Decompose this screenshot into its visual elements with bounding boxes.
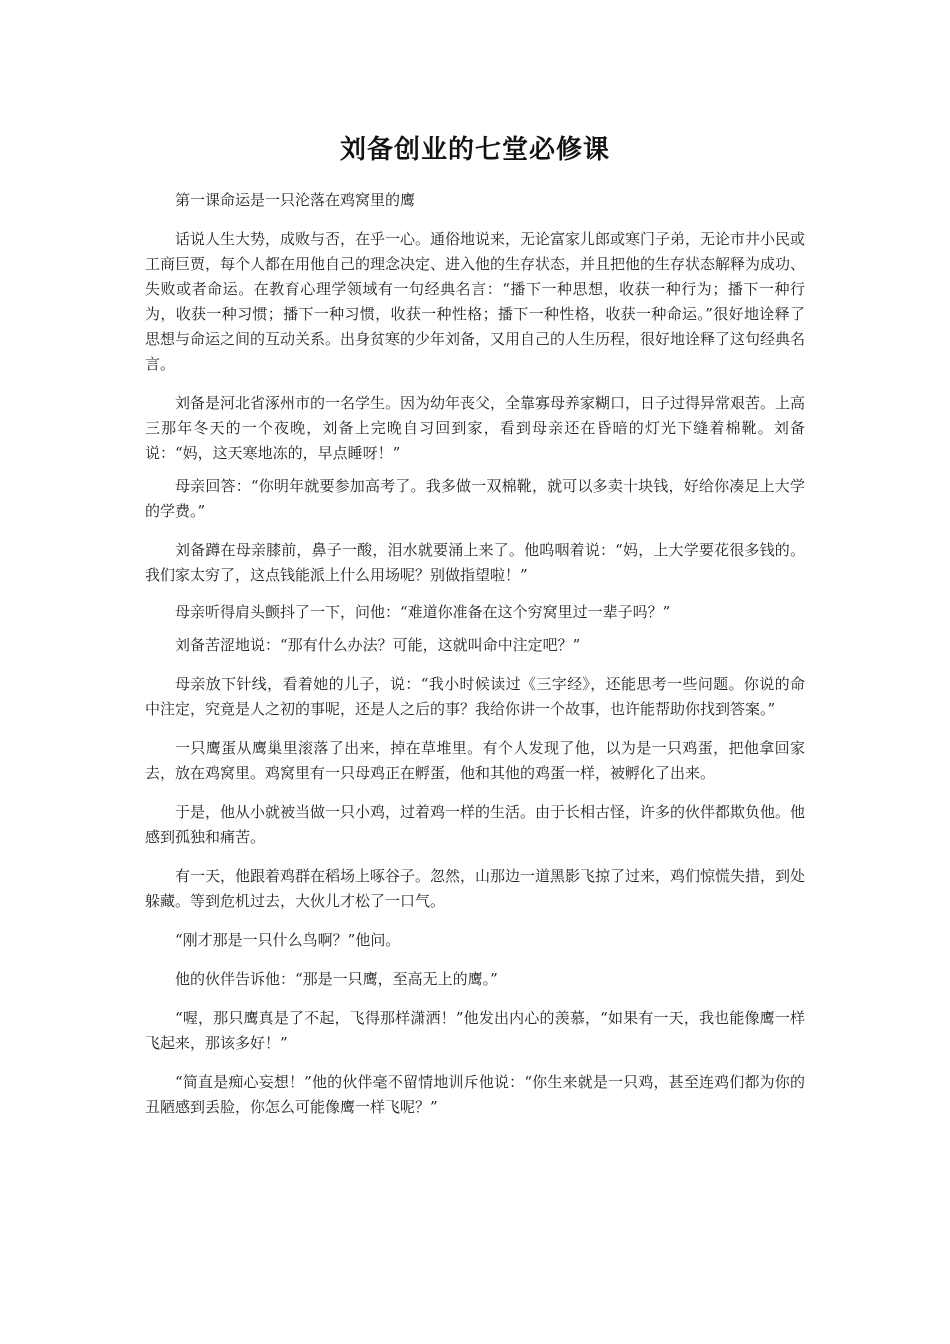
- paragraph: 刘备是河北省涿州市的一名学生。因为幼年丧父，全靠寡母养家糊口，日子过得异常艰苦。上高三那年冬天的一个夜晚，刘备上完晚自习回到家，看到母亲还在昏暗的灯光下缝着棉靴。刘备说：“妈，这天寒地冻的，早点睡呀！”: [145, 394, 806, 462]
- paragraph: “刚才那是一只什么鸟啊？”他问。: [175, 931, 401, 949]
- lesson-heading: 第一课命运是一只沦落在鸡窝里的鹰: [175, 191, 416, 209]
- paragraph: 话说人生大势，成败与否，在乎一心。通俗地说来，无论富家儿郎或寒门子弟，无论市井小民或工商巨贾，每个人都在用他自己的理念决定、进入他的生存状态，并且把他的生存状态解释为成功、失败或者命运。在教育心理学领域有一句经典名言：“播下一种思想，收获一种行为；播下一种行为，收获一种习惯；播下一种习惯，收获一种性格；播下一种性格，收获一种命运。”很好地诠释了思想与命运之间的互动关系。出身贫寒的少年刘备，又用自己的人生历程，很好地诠释了这句经典名言。: [145, 230, 806, 373]
- paragraph: 他的伙伴告诉他：“那是一只鹰，至高无上的鹰。”: [175, 970, 498, 988]
- paragraph: 母亲听得肩头颤抖了一下，问他：“难道你准备在这个穷窝里过一辈子吗？”: [175, 603, 671, 621]
- paragraph: 刘备苦涩地说：“那有什么办法？可能，这就叫命中注定吧？”: [175, 636, 581, 654]
- paragraph: 于是，他从小就被当做一只小鸡，过着鸡一样的生活。由于长相古怪，许多的伙伴都欺负他。他感到孤独和痛苦。: [145, 803, 806, 846]
- document-page: [145, 128, 805, 1120]
- paragraph: “喔，那只鹰真是了不起，飞得那样潇洒！”他发出内心的羡慕，“如果有一天，我也能像鹰一样飞起来，那该多好！”: [145, 1009, 805, 1052]
- paragraph: 有一天，他跟着鸡群在稻场上啄谷子。忽然，山那边一道黑影飞掠了过来，鸡们惊慌失措，到处躲藏。等到危机过去，大伙儿才松了一口气。: [145, 867, 806, 910]
- paragraph: 刘备蹲在母亲膝前，鼻子一酸，泪水就要涌上来了。他呜咽着说：“妈，上大学要花很多钱的。我们家太穷了，这点钱能派上什么用场呢？别做指望啦！”: [145, 541, 805, 584]
- paragraph: “简直是痴心妄想！”他的伙伴毫不留情地训斥他说：“你生来就是一只鸡，甚至连鸡们都为你的丑陋感到丢脸，你怎么可能像鹰一样飞呢？”: [145, 1073, 805, 1116]
- page-title: 刘备创业的七堂必修课: [339, 135, 610, 165]
- paragraph: 母亲回答：“你明年就要参加高考了。我多做一双棉靴，就可以多卖十块钱，好给你凑足上大学的学费。”: [145, 477, 805, 520]
- paragraph: 一只鹰蛋从鹰巢里滚落了出来，掉在草堆里。有个人发现了他，以为是一只鸡蛋，把他拿回家去，放在鸡窝里。鸡窝里有一只母鸡正在孵蛋，他和其他的鸡蛋一样，被孵化了出来。: [145, 739, 805, 782]
- paragraph: 母亲放下针线，看着她的儿子，说：“我小时候读过《三字经》，还能思考一些问题。你说的命中注定，究竟是人之初的事呢，还是人之后的事？我给你讲一个故事，也许能帮助你找到答案。”: [145, 675, 805, 718]
